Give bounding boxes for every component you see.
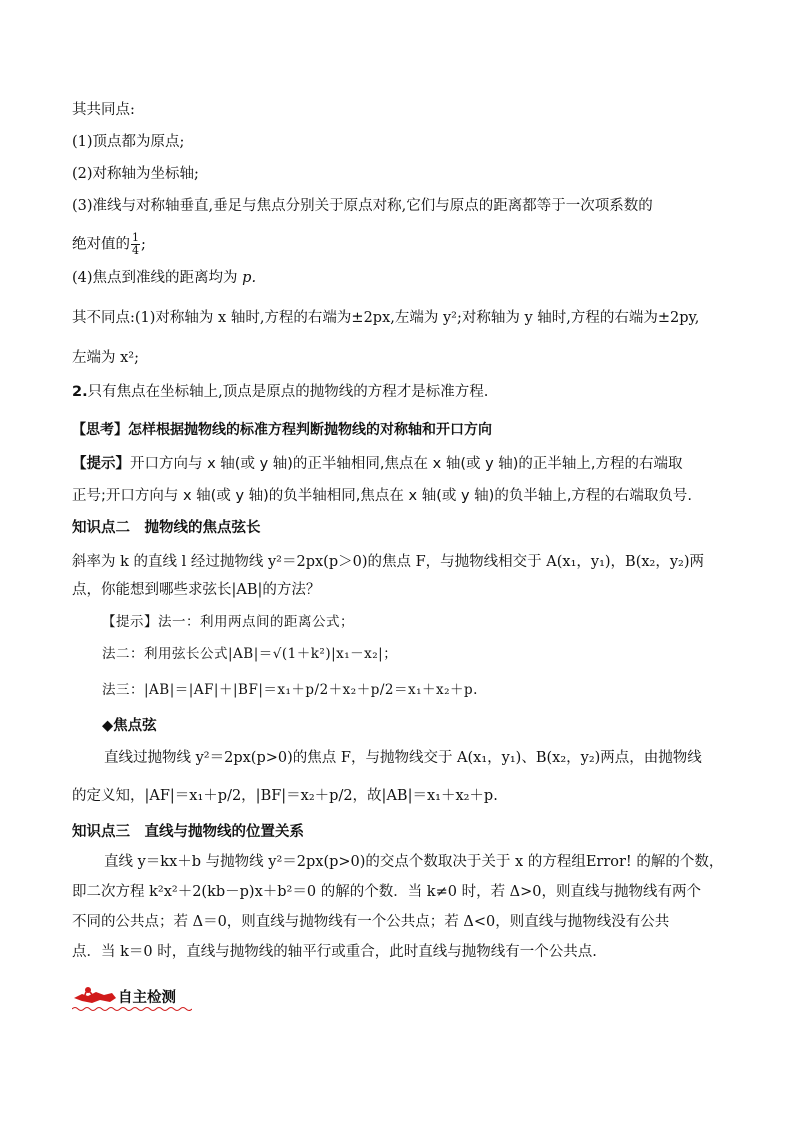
common-points-title: 其共同点:	[72, 102, 135, 118]
tip-line-1: 【提示】开口方向与 x 轴(或 y 轴)的正半轴相同,焦点在 x 轴(或 y 轴)的正半轴上,方程的右端取	[72, 456, 683, 472]
k3-line-2: 即二次方程 k²x²＋2(kb－p)x＋b²＝0 的解的个数．当 k≠0 时，若 Δ>0，则直线与抛物线有两个	[72, 884, 702, 900]
common-point-3b: 绝对值的 $\frac{1}{4}$ ;	[72, 231, 146, 257]
difference-line-1: 其不同点:(1)对称轴为 x 轴时,方程的右端为±2px,左端为 y²;对称轴为 y 轴时,方程的右端为±2py,	[72, 310, 700, 326]
common-point-2: (2)对称轴为坐标轴;	[72, 166, 199, 182]
self-check-title: 自主检测	[118, 990, 176, 1006]
common-point-4: (4)焦点到准线的距离均为 p.	[72, 270, 257, 286]
self-check-badge-icon	[72, 984, 118, 1006]
k2-question-1: 斜率为 k 的直线 l 经过抛物线 y²＝2px(p＞0)的焦点 F，与抛物线相交于 A(x₁，y₁)，B(x₂，y₂)两	[72, 554, 705, 570]
k2-hint-3: 法三：|AB|＝|AF|＋|BF|＝x₁＋p/2＋x₂＋p/2＝x₁＋x₂＋p.	[102, 682, 478, 698]
section-title-k3: 知识点三 直线与抛物线的位置关系	[72, 824, 304, 840]
focal-chord-line-1: 直线过抛物线 y²＝2px(p>0)的焦点 F，与抛物线交于 A(x₁，y₁)、B(x₂，y₂)两点，由抛物线	[104, 750, 702, 766]
common-point-3a: (3)准线与对称轴垂直,垂足与焦点分别关于原点对称,它们与原点的距离都等于一次项系数的	[72, 198, 653, 214]
think-question: 【思考】怎样根据抛物线的标准方程判断抛物线的对称轴和开口方向	[72, 422, 492, 438]
focal-chord-title: ◆焦点弦	[102, 718, 157, 734]
focal-chord-line-2: 的定义知，|AF|＝x₁＋p/2，|BF|＝x₂＋p/2，故|AB|＝x₁＋x₂＋p.	[72, 788, 498, 804]
section-title-k2: 知识点二 抛物线的焦点弦长	[72, 520, 261, 536]
k3-line-4: 点．当 k＝0 时，直线与抛物线的轴平行或重合，此时直线与抛物线有一个公共点.	[72, 944, 597, 960]
k2-question-2: 点，你能想到哪些求弦长|AB|的方法？	[72, 582, 321, 598]
note-2: 2.只有焦点在坐标轴上,顶点是原点的抛物线的方程才是标准方程.	[72, 384, 489, 400]
k3-line-1: 直线 y＝kx＋b 与抛物线 y²＝2px(p>0)的交点个数取决于关于 x 的方程组Error! 的解的个数，	[104, 854, 724, 870]
k2-hint-2: 法二：利用弦长公式|AB|＝√(1＋k²)|x₁－x₂|；	[102, 646, 398, 662]
difference-line-2: 左端为 x²;	[72, 350, 139, 366]
k2-hint-1: 【提示】法一：利用两点间的距离公式；	[102, 614, 354, 630]
wavy-underline	[72, 1006, 192, 1012]
tip-line-2: 正号;开口方向与 x 轴(或 y 轴)的负半轴相同,焦点在 x 轴(或 y 轴)的负半轴上,方程的右端取负号.	[72, 488, 693, 504]
common-point-1: (1)顶点都为原点;	[72, 134, 185, 150]
k3-line-3: 不同的公共点；若 Δ＝0，则直线与抛物线有一个公共点；若 Δ<0，则直线与抛物线没有公共	[72, 914, 670, 930]
